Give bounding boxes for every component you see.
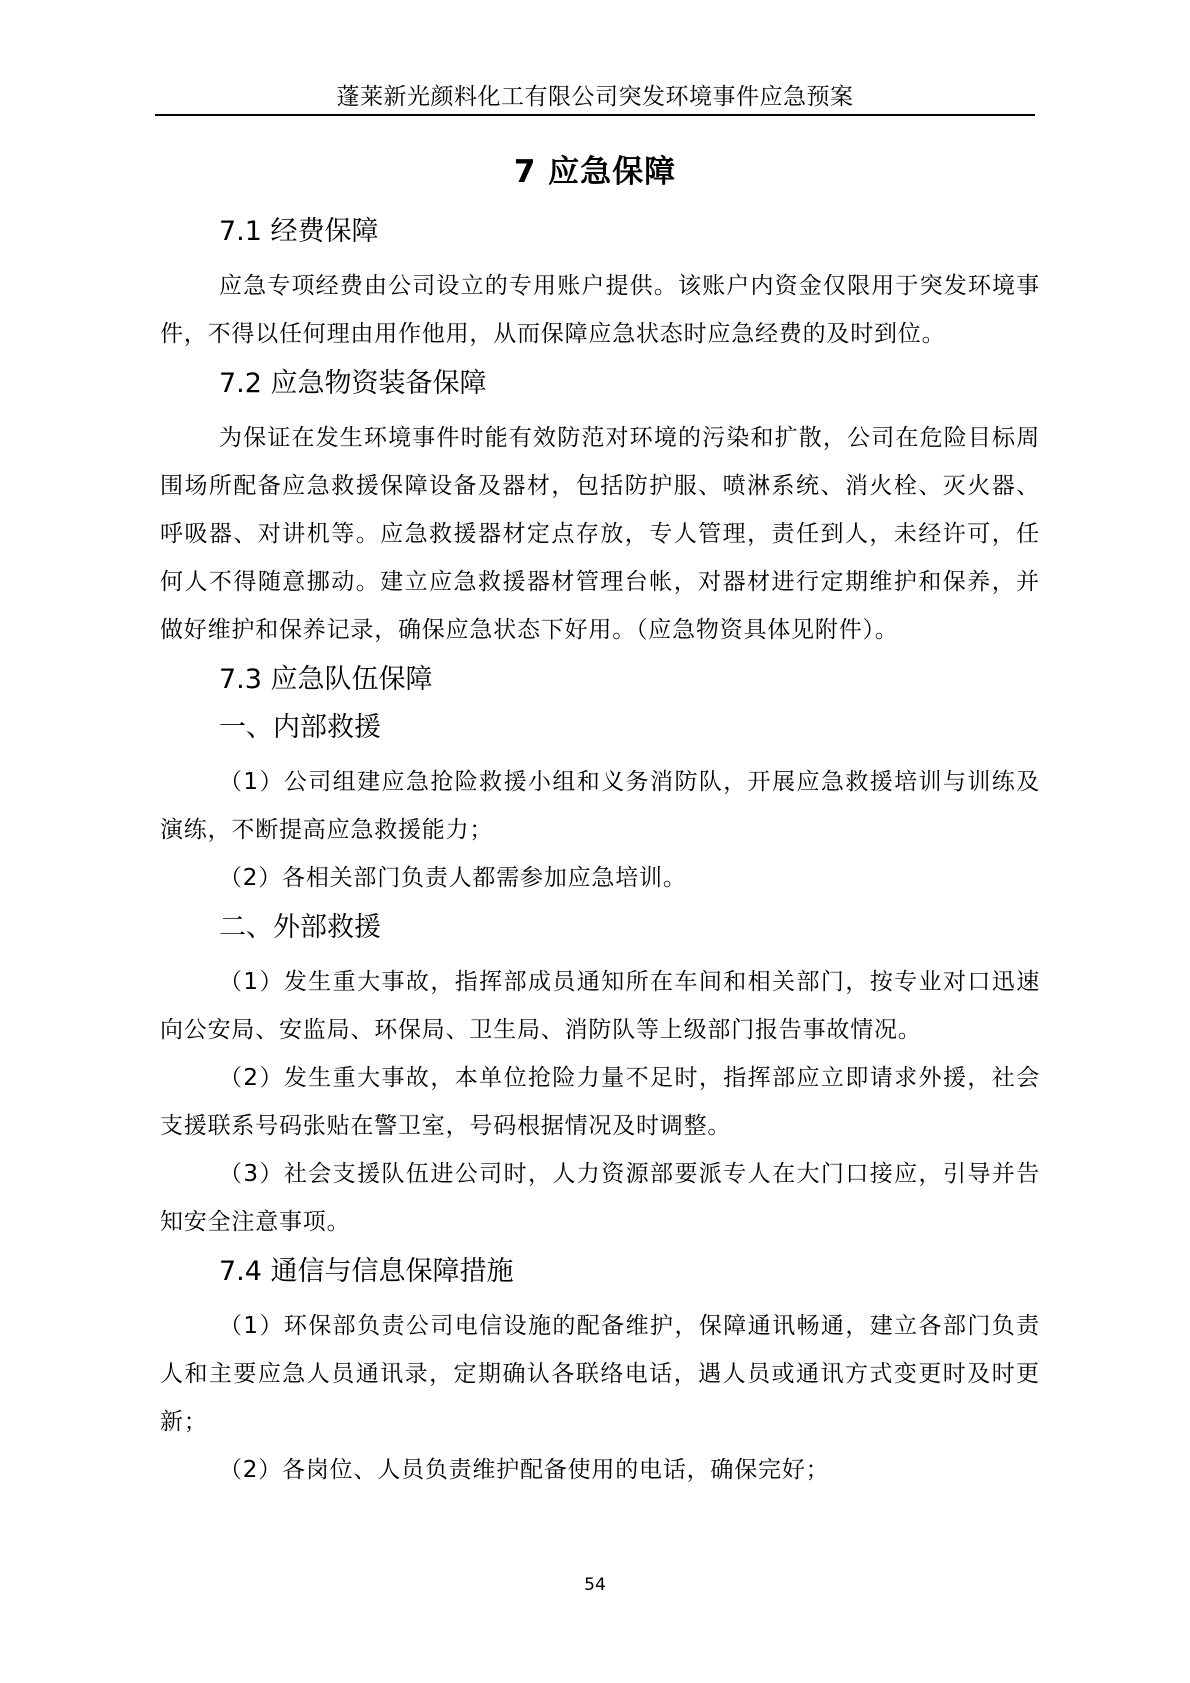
paragraph-external-1: （1）发生重大事故，指挥部成员通知所在车间和相关部门，按专业对口迅速向公安局、安监局、环保局、卫生局、消防队等上级部门报告事故情况。	[160, 969, 1040, 1043]
paragraph-materials: 为保证在发生环境事件时能有效防范对环境的污染和扩散，公司在危险目标周围场所配备应急救援保障设备及器材，包括防护服、喷淋系统、消火栓、灭火器、呼吸器、对讲机等。应急救援器材定点存放，专人管理，责任到人，未经许可，任何人不得随意挪动。建立应急救援器材管理台帐，对器材进行定期维护和保养，并做好维护和保养记录，确保应急状态下好用。（应急物资具体见附件）。	[160, 425, 1040, 643]
header-divider	[155, 114, 1035, 116]
section-heading-7-1: 7.1 经费保障	[219, 216, 379, 247]
paragraph-communication-2: （2）各岗位、人员负责维护配备使用的电话，确保完好；	[219, 1457, 830, 1483]
subheading-internal-rescue: 一、内部救援	[219, 712, 381, 743]
page-header-title: 蓬莱新光颜料化工有限公司突发环境事件应急预案	[336, 84, 854, 110]
paragraph-communication-1: （1）环保部负责公司电信设施的配备维护，保障通讯畅通，建立各部门负责人和主要应急人员通讯录，定期确认各联络电话，遇人员或通讯方式变更时及时更新；	[160, 1313, 1040, 1435]
paragraph-funding: 应急专项经费由公司设立的专用账户提供。该账户内资金仅限用于突发环境事件，不得以任何理由用作他用，从而保障应急状态时应急经费的及时到位。	[160, 273, 1040, 347]
section-heading-7-2: 7.2 应急物资装备保障	[219, 368, 487, 399]
chapter-title: 7 应急保障	[513, 154, 677, 190]
section-heading-7-4: 7.4 通信与信息保障措施	[219, 1256, 514, 1287]
document-body	[160, 214, 1040, 1494]
paragraph-internal-2: （2）各相关部门负责人都需参加应急培训。	[219, 865, 687, 891]
paragraph-internal-1: （1）公司组建应急抢险救援小组和义务消防队，开展应急救援培训与训练及演练，不断提高应急救援能力；	[160, 769, 1040, 843]
paragraph-external-3: （3）社会支援队伍进公司时，人力资源部要派专人在大门口接应，引导并告知安全注意事项。	[160, 1161, 1040, 1235]
page-number: 54	[584, 1575, 606, 1595]
section-heading-7-3: 7.3 应急队伍保障	[219, 664, 433, 695]
paragraph-external-2: （2）发生重大事故，本单位抢险力量不足时，指挥部应立即请求外援，社会支援联系号码张贴在警卫室，号码根据情况及时调整。	[160, 1065, 1040, 1139]
subheading-external-rescue: 二、外部救援	[219, 912, 381, 943]
